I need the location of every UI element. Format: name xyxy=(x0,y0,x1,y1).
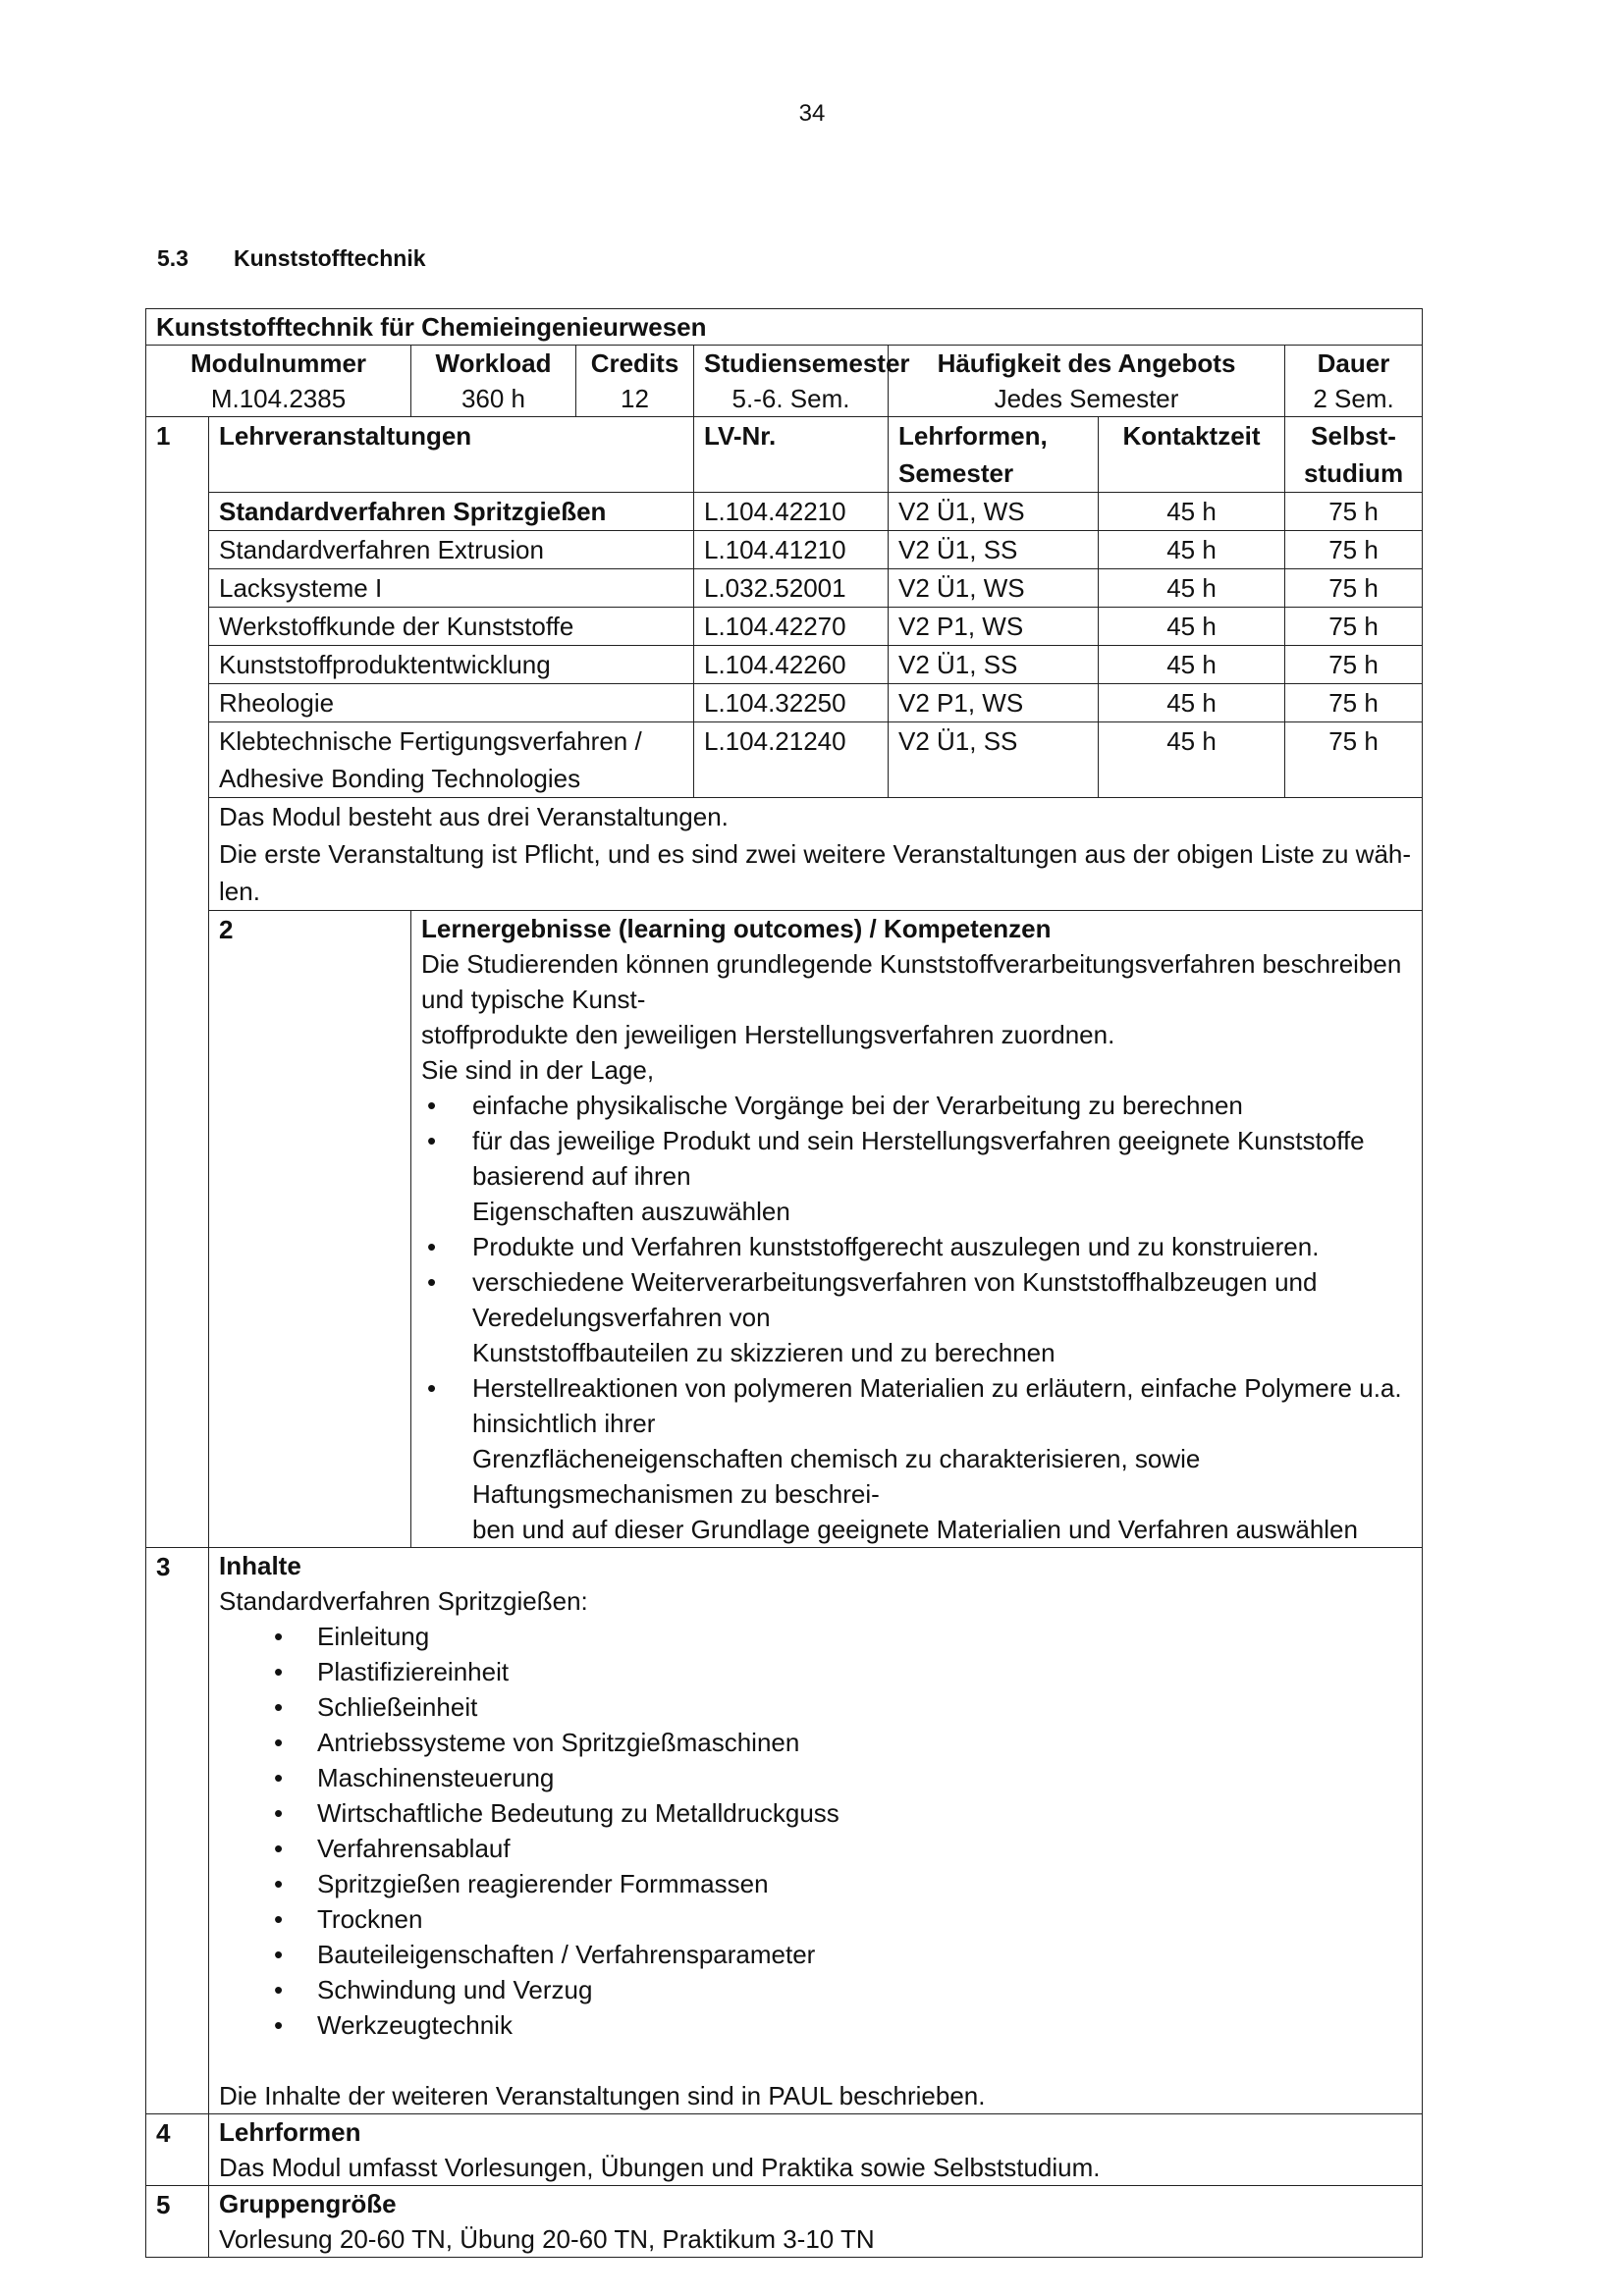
row2-heading: Lernergebnisse (learning outcomes) / Kompetenzen xyxy=(421,914,1052,943)
course-form: V2 Ü1, SS xyxy=(889,722,1099,798)
section-heading xyxy=(157,245,426,272)
list-item: • Verfahrensablauf xyxy=(219,1831,1412,1866)
page-number: 34 xyxy=(798,100,826,127)
course-lvnr: L.104.42260 xyxy=(694,646,889,684)
list-item: • Wirtschaftliche Bedeutung zu Metalldruckguss xyxy=(219,1795,1412,1831)
value-haeufigkeit: Jedes Semester xyxy=(994,384,1179,413)
row1-note-line2: Die erste Veranstaltung ist Pflicht, und es sind zwei weitere Veranstaltungen aus der obigen Liste zu wäh- xyxy=(219,839,1412,869)
value-modulnummer: M.104.2385 xyxy=(210,384,347,413)
list-item: • Spritzgießen reagierender Formmassen xyxy=(219,1866,1412,1901)
header-credits xyxy=(576,346,694,417)
course-lvnr: L.104.21240 xyxy=(694,722,889,798)
row4-number: 4 xyxy=(146,2114,209,2186)
course-selbst: 75 h xyxy=(1285,531,1423,569)
row5-content xyxy=(209,2186,1423,2258)
row1-number: 1 xyxy=(146,417,209,1548)
row4-heading: Lehrformen xyxy=(219,2117,361,2147)
list-item xyxy=(421,1088,1412,1123)
course-lvnr: L.104.41210 xyxy=(694,531,889,569)
row5-number: 5 xyxy=(146,2186,209,2258)
course-kontakt: 45 h xyxy=(1099,684,1285,722)
course-kontakt: 45 h xyxy=(1099,493,1285,531)
header-studiensemester-label: Studiensemester xyxy=(704,348,910,378)
course-name: Standardverfahren Spritzgießen xyxy=(209,493,694,531)
list-item-line: • einfache physikalische Vorgänge bei der Verarbeitung zu berechnen xyxy=(472,1091,1243,1120)
header-workload-label: Workload xyxy=(435,348,552,378)
header-haeufigkeit xyxy=(889,346,1285,417)
header-dauer-label: Dauer xyxy=(1317,348,1390,378)
list-item xyxy=(421,1264,1412,1370)
row3-number: 3 xyxy=(146,1548,209,2114)
course-selbst: 75 h xyxy=(1285,493,1423,531)
course-row xyxy=(146,722,1423,798)
course-name: Kunststoffproduktentwicklung xyxy=(209,646,694,684)
section-title: Kunststofftechnik xyxy=(234,245,426,271)
value-workload: 360 h xyxy=(460,384,526,413)
course-row xyxy=(146,684,1423,722)
course-form: V2 Ü1, SS xyxy=(889,531,1099,569)
course-lvnr: L.032.52001 xyxy=(694,569,889,608)
row2-intro-line2: stoffprodukte den jeweiligen Herstellungsverfahren zuordnen. xyxy=(421,1020,1115,1049)
header-credits-label: Credits xyxy=(590,348,679,378)
list-item: • Maschinensteuerung xyxy=(219,1760,1412,1795)
row3-footer: Die Inhalte der weiteren Veranstaltungen sind in PAUL beschrieben. xyxy=(219,2081,986,2110)
row1-note-line3: len. xyxy=(219,877,260,906)
row2-intro-line3: Sie sind in der Lage, xyxy=(421,1055,655,1085)
row5-text: Vorlesung 20-60 TN, Übung 20-60 TN, Praktikum 3-10 TN xyxy=(219,2224,875,2254)
row5-heading: Gruppengröße xyxy=(219,2189,397,2218)
course-form: V2 P1, WS xyxy=(889,608,1099,646)
col-kontaktzeit: Kontaktzeit xyxy=(1099,417,1285,493)
course-selbst: 75 h xyxy=(1285,569,1423,608)
competence-list xyxy=(421,1088,1412,1547)
list-item: • Werkzeugtechnik xyxy=(219,2007,1412,2043)
course-row xyxy=(146,608,1423,646)
course-kontakt: 45 h xyxy=(1099,569,1285,608)
list-item xyxy=(421,1123,1412,1229)
course-selbst: 75 h xyxy=(1285,646,1423,684)
list-item-line: Grenzflächeneigenschaften chemisch zu charakterisieren, sowie Haftungsmechanismen zu beschrei- xyxy=(472,1444,1201,1509)
list-item-line: ben und auf dieser Grundlage geeignete Materialien und Verfahren auswählen xyxy=(472,1515,1358,1544)
module-table xyxy=(145,308,1423,2258)
row4-text: Das Modul umfasst Vorlesungen, Übungen und Praktika sowie Selbststudium. xyxy=(219,2153,1101,2182)
header-studiensemester xyxy=(694,346,910,417)
row2-content xyxy=(411,911,1423,1548)
row4-content xyxy=(209,2114,1423,2186)
course-lvnr: L.104.42210 xyxy=(694,493,889,531)
course-form: V2 Ü1, WS xyxy=(889,493,1099,531)
course-name: Rheologie xyxy=(209,684,694,722)
course-row xyxy=(146,493,1423,531)
course-lvnr: L.104.32250 xyxy=(694,684,889,722)
course-name: Werkstoffkunde der Kunststoffe xyxy=(209,608,694,646)
value-studiensemester: 5.-6. Sem. xyxy=(731,384,850,413)
list-item xyxy=(421,1370,1412,1547)
course-name: Lacksysteme I xyxy=(209,569,694,608)
course-kontakt: 45 h xyxy=(1099,608,1285,646)
course-lvnr: L.104.42270 xyxy=(694,608,889,646)
course-name: Standardverfahren Extrusion xyxy=(209,531,694,569)
list-item: • Plastifiziereinheit xyxy=(219,1654,1412,1689)
header-dauer xyxy=(1285,346,1423,417)
course-form: V2 P1, WS xyxy=(889,684,1099,722)
header-haeufigkeit-label: Häufigkeit des Angebots xyxy=(937,348,1236,378)
value-credits: 12 xyxy=(621,384,649,413)
col-lvnr: LV-Nr. xyxy=(694,417,889,493)
list-item-line: Kunststoffbauteilen zu skizzieren und zu berechnen xyxy=(472,1338,1056,1367)
col-selbststudium-line2: studium xyxy=(1303,458,1404,488)
row2-intro-line1: Die Studierenden können grundlegende Kunststoffverarbeitungsverfahren beschreiben und typische Kunst- xyxy=(421,949,1402,1014)
row3-content xyxy=(209,1548,1423,2114)
list-item-line: • verschiedene Weiterverarbeitungsverfahren von Kunststoffhalbzeugen und Veredelungsverfahren von xyxy=(472,1267,1318,1332)
list-item: • Trocknen xyxy=(219,1901,1412,1937)
col-lehrformen-line2: Semester xyxy=(898,458,1014,488)
course-row xyxy=(146,646,1423,684)
row3-heading: Inhalte xyxy=(219,1551,301,1580)
course-row xyxy=(146,531,1423,569)
course-row xyxy=(146,569,1423,608)
row1-note-line1: Das Modul besteht aus drei Veranstaltungen. xyxy=(219,802,729,831)
course-selbst: 75 h xyxy=(1285,722,1423,798)
list-item: • Antriebssysteme von Spritzgießmaschinen xyxy=(219,1725,1412,1760)
value-dauer: 2 Sem. xyxy=(1313,384,1394,413)
col-selbststudium xyxy=(1285,417,1423,493)
section-number: 5.3 xyxy=(157,245,189,271)
list-item: • Schwindung und Verzug xyxy=(219,1972,1412,2007)
row3-intro: Standardverfahren Spritzgießen: xyxy=(219,1586,588,1616)
header-modulnummer-label: Modulnummer xyxy=(189,348,367,378)
course-form: V2 Ü1, WS xyxy=(889,569,1099,608)
header-workload xyxy=(411,346,576,417)
course-form: V2 Ü1, SS xyxy=(889,646,1099,684)
row1-note xyxy=(209,798,1423,911)
course-kontakt: 45 h xyxy=(1099,531,1285,569)
course-kontakt: 45 h xyxy=(1099,722,1285,798)
list-item-line: • für das jeweilige Produkt und sein Herstellungsverfahren geeignete Kunststoffe basierend auf ihren xyxy=(472,1126,1365,1191)
content-list xyxy=(219,1619,1412,2043)
course-selbst: 75 h xyxy=(1285,608,1423,646)
list-item-line: Eigenschaften auszuwählen xyxy=(472,1197,790,1226)
module-title: Kunststofftechnik für Chemieingenieurwesen xyxy=(146,309,1423,346)
list-item: • Bauteileigenschaften / Verfahrensparameter xyxy=(219,1937,1412,1972)
header-modulnummer xyxy=(146,346,411,417)
course-name-line2: Adhesive Bonding Technologies xyxy=(219,764,581,793)
col-lehrformen-line1: Lehrformen, xyxy=(898,421,1048,451)
list-item xyxy=(421,1229,1412,1264)
list-item: • Schließeinheit xyxy=(219,1689,1412,1725)
course-name xyxy=(209,722,694,798)
col-selbststudium-line1: Selbst- xyxy=(1311,421,1396,451)
course-name-line1: Klebtechnische Fertigungsverfahren / xyxy=(219,726,642,756)
col-lehrveranstaltungen: Lehrveranstaltungen xyxy=(209,417,694,493)
course-selbst: 75 h xyxy=(1285,684,1423,722)
course-kontakt: 45 h xyxy=(1099,646,1285,684)
row2-number: 2 xyxy=(209,911,411,1548)
list-item-line: • Herstellreaktionen von polymeren Materialien zu erläutern, einfache Polymere u.a. hinsichtlich ihrer xyxy=(472,1373,1402,1438)
list-item-line: • Produkte und Verfahren kunststoffgerecht auszulegen und zu konstruieren. xyxy=(472,1232,1320,1261)
list-item: • Einleitung xyxy=(219,1619,1412,1654)
col-lehrformen xyxy=(889,417,1099,493)
